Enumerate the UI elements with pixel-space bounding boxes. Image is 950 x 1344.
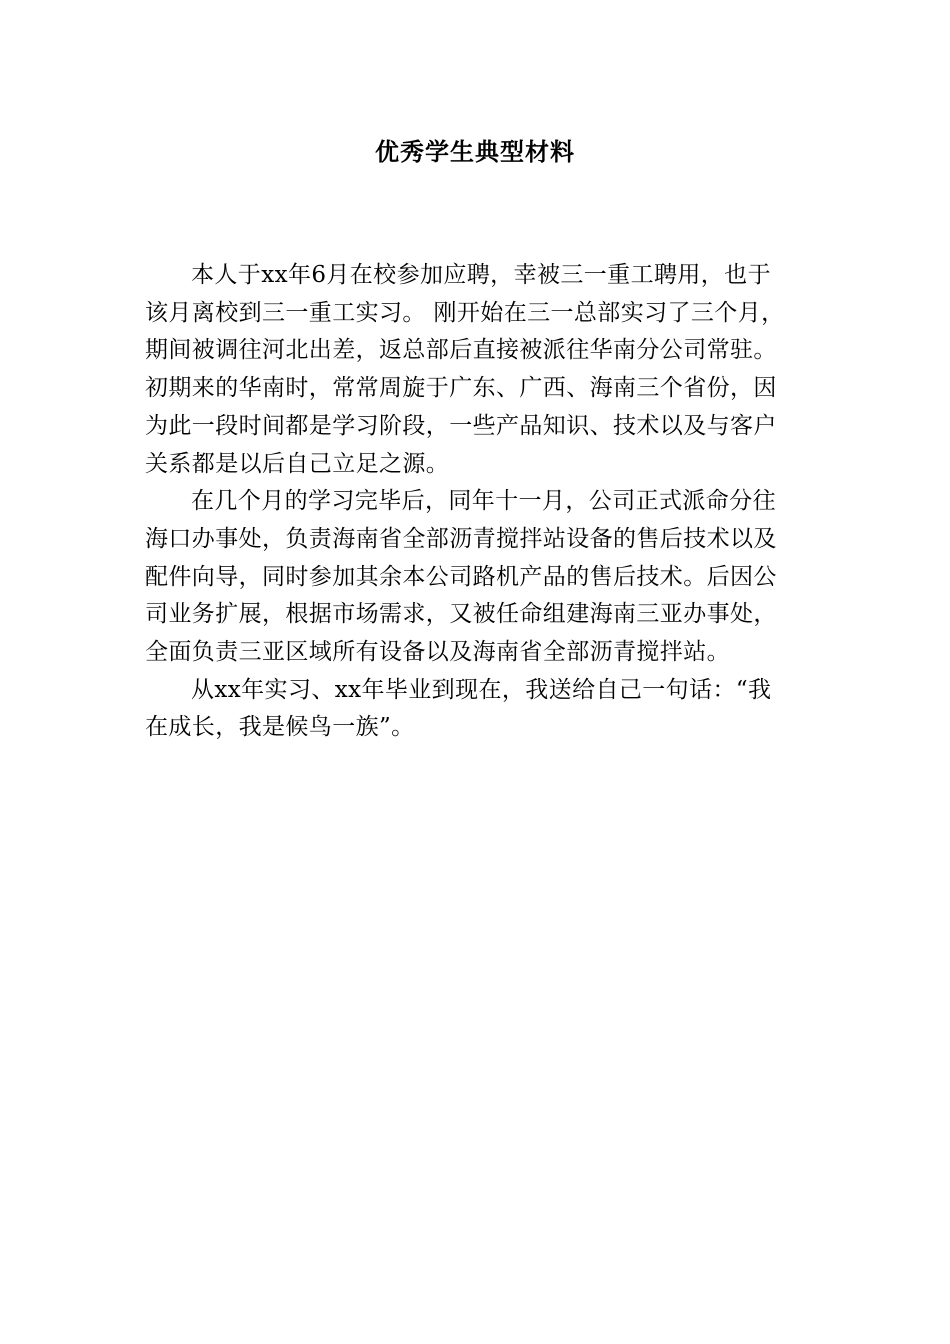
paragraph-line: 司业务扩展，根据市场需求，又被任命组建海南三亚办事处， [145, 601, 777, 628]
paragraph-line: 为此一段时间都是学习阶段，一些产品知识、技术以及与客户 [145, 412, 777, 439]
paragraph-line: 配件向导，同时参加其余本公司路机产品的售后技术。后因公 [145, 563, 777, 590]
paragraph-line: 期间被调往河北出差，返总部后直接被派往华南分公司常驻。 [145, 337, 777, 364]
paragraph-line: 在成长，我是候鸟一族”。 [145, 714, 415, 741]
paragraph-line: 本人于xx年6月在校参加应聘，幸被三一重工聘用，也于 [191, 262, 771, 288]
paragraph-line: 在几个月的学习完毕后，同年十一月，公司正式派命分往 [191, 488, 776, 515]
paragraph-line: 该月离校到三一重工实习。 刚开始在三一总部实习了三个月， [145, 299, 785, 326]
paragraph-line: 海口办事处，负责海南省全部沥青搅拌站设备的售后技术以及 [145, 525, 777, 552]
paragraph-line: 全面负责三亚区域所有设备以及海南省全部沥青搅拌站。 [145, 639, 730, 666]
paragraph-line: 从xx年实习、xx年毕业到现在，我送给自己一句话：“我 [191, 676, 772, 703]
paragraph-line: 关系都是以后自己立足之源。 [145, 450, 450, 477]
document-body [145, 257, 807, 747]
document-title: 优秀学生典型材料 [375, 137, 575, 166]
paragraph-internship [145, 257, 807, 483]
paragraph-haikou-office [145, 483, 807, 672]
paragraph-line: 初期来的华南时，常常周旋于广东、广西、海南三个省份，因 [145, 375, 777, 402]
paragraph-motto [145, 672, 807, 747]
